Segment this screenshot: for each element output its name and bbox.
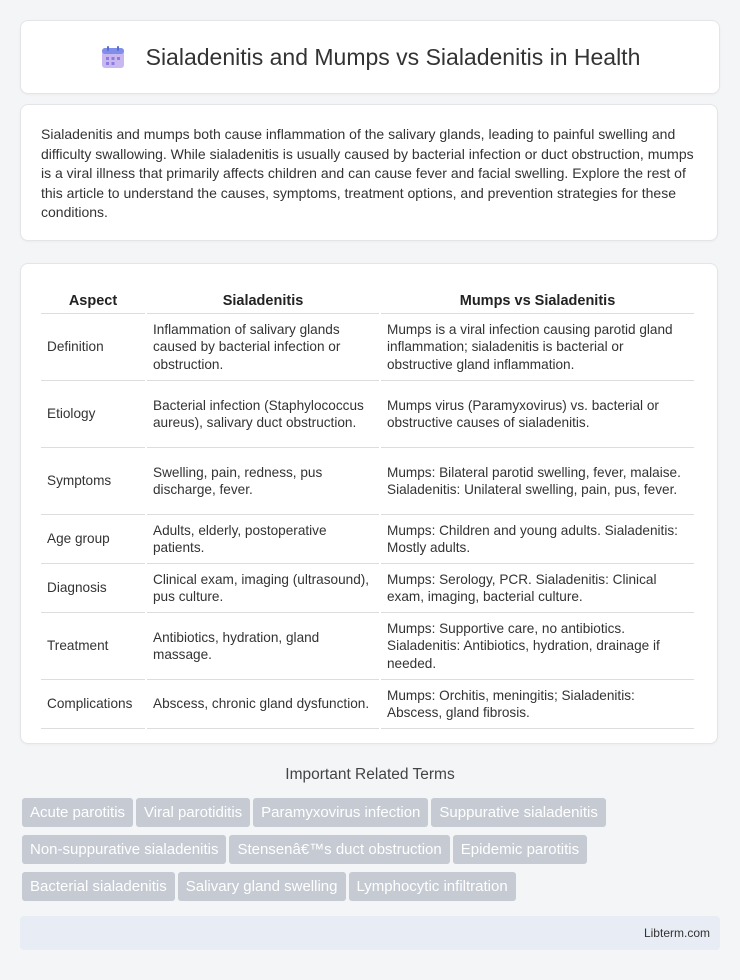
comparison-table-card: [20, 263, 718, 744]
footer-brand[interactable]: Libterm.com: [643, 926, 710, 940]
cell-aspect: Symptoms: [41, 448, 145, 515]
cell-aspect: Complications: [41, 680, 145, 729]
page-title: Sialadenitis and Mumps vs Sialadenitis in Health: [145, 43, 641, 70]
header-sialadenitis: Sialadenitis: [147, 282, 379, 314]
intro-paragraph: Sialadenitis and mumps both cause inflammation of the salivary glands, leading to painful swelling and difficulty swallowing. While sialadenitis is usually caused by bacterial infection or duct obstruction, mumps is a viral illness that primarily affects children and can cause fever and facial swelling. Explore the rest of this article to understand the causes, symptoms, treatment options, and prevention strategies for these conditions.: [41, 126, 694, 220]
related-term-tag[interactable]: Non-suppurative sialadenitis: [22, 835, 226, 864]
related-term-tag[interactable]: Acute parotitis: [22, 798, 133, 827]
footer: [20, 916, 720, 950]
cell-mumps-vs-sialadenitis: Mumps: Bilateral parotid swelling, fever, malaise. Sialadenitis: Unilateral swelling, pain, pus, fever.: [381, 448, 694, 515]
header-mumps-vs-sialadenitis: Mumps vs Sialadenitis: [381, 282, 694, 314]
cell-sialadenitis: Antibiotics, hydration, gland massage.: [147, 613, 379, 680]
table-row: [41, 448, 694, 515]
related-term-tag[interactable]: Viral parotiditis: [136, 798, 250, 827]
intro-card: [20, 104, 718, 241]
cell-sialadenitis: Bacterial infection (Staphylococcus aureus), salivary duct obstruction.: [147, 381, 379, 448]
related-terms-tags: [22, 798, 722, 909]
cell-mumps-vs-sialadenitis: Mumps: Orchitis, meningitis; Sialadenitis: Abscess, gland fibrosis.: [381, 680, 694, 729]
cell-mumps-vs-sialadenitis: Mumps virus (Paramyxovirus) vs. bacterial or obstructive causes of sialadenitis.: [381, 381, 694, 448]
related-term-tag[interactable]: Paramyxovirus infection: [253, 798, 428, 827]
cell-mumps-vs-sialadenitis: Mumps: Supportive care, no antibiotics. Sialadenitis: Antibiotics, hydration, drainage if needed.: [381, 613, 694, 680]
cell-aspect: Etiology: [41, 381, 145, 448]
table-row: [41, 381, 694, 448]
cell-sialadenitis: Inflammation of salivary glands caused by bacterial infection or obstruction.: [147, 314, 379, 381]
cell-aspect: Age group: [41, 515, 145, 564]
related-terms-title: Important Related Terms: [285, 766, 455, 783]
table-row: [41, 613, 694, 680]
header-aspect: Aspect: [41, 282, 145, 314]
related-term-tag[interactable]: Salivary gland swelling: [178, 872, 346, 901]
cell-mumps-vs-sialadenitis: Mumps: Children and young adults. Sialadenitis: Mostly adults.: [381, 515, 694, 564]
cell-sialadenitis: Adults, elderly, postoperative patients.: [147, 515, 379, 564]
related-term-tag[interactable]: Stensenâ€™s duct obstruction: [229, 835, 449, 864]
cell-sialadenitis: Abscess, chronic gland dysfunction.: [147, 680, 379, 729]
cell-aspect: Definition: [41, 314, 145, 381]
related-term-tag[interactable]: Bacterial sialadenitis: [22, 872, 175, 901]
table-row: [41, 314, 694, 381]
cell-mumps-vs-sialadenitis: Mumps is a viral infection causing parotid gland inflammation; sialadenitis is bacterial or obstructive gland inflammation.: [381, 314, 694, 381]
cell-sialadenitis: Swelling, pain, redness, pus discharge, fever.: [147, 448, 379, 515]
cell-aspect: Diagnosis: [41, 564, 145, 613]
cell-sialadenitis: Clinical exam, imaging (ultrasound), pus culture.: [147, 564, 379, 613]
related-term-tag[interactable]: Suppurative sialadenitis: [431, 798, 605, 827]
comparison-table: [39, 282, 696, 729]
table-header-row: [41, 282, 694, 314]
calendar-icon: [100, 44, 126, 70]
cell-mumps-vs-sialadenitis: Mumps: Serology, PCR. Sialadenitis: Clinical exam, imaging, bacterial culture.: [381, 564, 694, 613]
table-row: [41, 564, 694, 613]
table-row: [41, 515, 694, 564]
cell-aspect: Treatment: [41, 613, 145, 680]
related-term-tag[interactable]: Epidemic parotitis: [453, 835, 587, 864]
table-row: [41, 680, 694, 729]
related-terms-section: [0, 766, 740, 784]
header-card: [20, 20, 720, 94]
related-term-tag[interactable]: Lymphocytic infiltration: [349, 872, 516, 901]
